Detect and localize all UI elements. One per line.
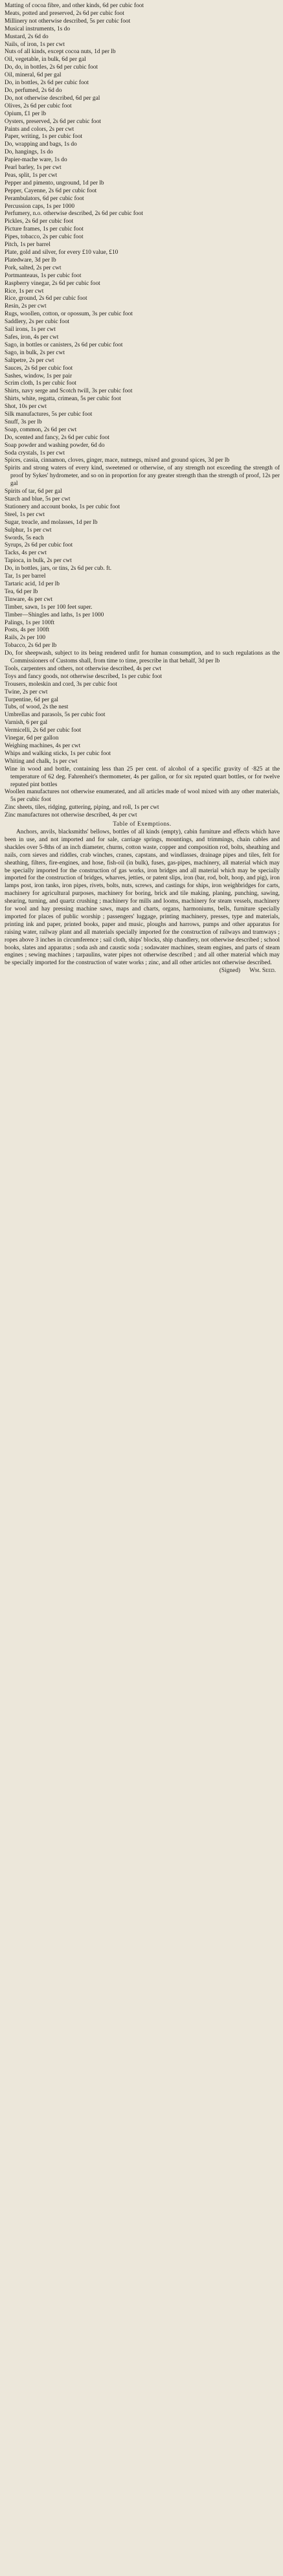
rate-entry: Tools, carpenters and others, not otherwise described, 4s per cwt xyxy=(5,665,161,672)
signature-label: (Signed) xyxy=(219,967,241,975)
rate-entry: Tubs, of wood, 2s the nest xyxy=(5,704,69,711)
rate-entry: Paints and colors, 2s per cwt xyxy=(5,126,74,133)
rate-entry: Tobacco, 2s 6d per lb xyxy=(5,642,57,650)
rate-entry: Nails, of iron, 1s per cwt xyxy=(5,41,65,48)
rate-entry: Tar, 1s per barrel xyxy=(5,573,46,580)
rate-entry: Spices, cassia, cinnamon, cloves, ginger, mace, nutmegs, mixed and ground spices, 3d per lb xyxy=(5,457,230,464)
rate-entry: Raspberry vinegar, 2s 6d per cubic foot xyxy=(5,280,100,287)
rate-entry: Mustard, 2s 6d do xyxy=(5,33,49,40)
rate-entry: Weighing machines, 4s per cwt xyxy=(5,743,81,749)
rate-entry: Paper, writing, 1s per cubic foot xyxy=(5,133,83,141)
rate-entry: Whiting and chalk, 1s per cwt xyxy=(5,758,78,765)
rate-entry: Palings, 1s per 100ft xyxy=(5,619,55,626)
rate-entry: Saddlery, 2s per cubic foot xyxy=(5,319,70,326)
rate-entry: Stationery and account books, 1s per cubic foot xyxy=(5,503,120,510)
rate-entry: Perambulators, 6d per cubic foot xyxy=(5,195,84,202)
rate-entry: Sugar, treacle, and molasses, 1d per lb xyxy=(5,519,98,526)
rate-entry: Do, scented and fancy, 2s 6d per cubic foot xyxy=(5,434,109,441)
rate-entry: Do, in bottles, 2s 6d per cubic foot xyxy=(5,80,89,87)
rate-entry: Olives, 2s 6d per cubic foot xyxy=(5,102,72,109)
rate-entry: Peas, split, 1s per cwt xyxy=(5,172,58,179)
exemptions-text: Anchors, anvils, blacksmiths' bellows, bottles of all kinds (empty), cabin furniture and effects which have been in use, and not imported and for sale, carriage springs, mountings, and trimmings, chain cables and shackles over 5-8ths of an inch diameter, churns, cotton waste, copper and composition rod, bolts, sheathing and nails, corn sieves and riddles, crab winches, cranes, capstans, and windlasses, drainage pipes and tiles, felt for sheathing, filters, fire-engines, and hose, fish-oil (in bulk), fuses, gas-pipes, machinery, all material which may be specially imported for the construction of gas works, iron bridges and all material which may be specially imported for the construction of bridges, wharves, jetties, or patent slips, iron (bar, rod, bolt, hoop, and pig), iron lamps post, iron tanks, iron pipes, rivets, bolts, nuts, screws, and castings for ships, iron weighbridges for carts, machinery for agricultural purposes, machinery for boring, brick and tile making, planing, punching, sawing, shearing, turning, and quartz crushing ; machinery for mills and looms, machinery for steam vessels, machinery for wool and hay pressing machine saws, maps and charts, organs, harmoniums, bells, furniture specially imported for places of public worship ; passengers' luggage, printing machinery, presses, type and materials, printing ink and paper, printed books, paper and music, ploughs and harrows, pumps and other apparatus for raising water, railway plant and all materials specially imported for the construction of railways and tramways ; ropes above 3 inches in circumference ; sail cloth, ships' blocks, ship chandlery, not otherwise described ; school books, slates and apparatus ; soda ash and caustic soda ; sodawater machines, steam engines, and parts of steam engines ; sewing machines ; tarpaulins, water pipes not otherwise described ; and all other material which may be specially imported for the construction of water works ; zinc, and all other articles not otherwise described. xyxy=(5,828,280,967)
rate-entry: Do, perfumed, 2s 6d do xyxy=(5,87,62,94)
rate-entry: Soda crystals, 1s per cwt xyxy=(5,449,65,457)
rate-entry: Resin, 2s per cwt xyxy=(5,303,47,310)
rate-entry: Do, in bottles, jars, or tins, 2s 6d per cub. ft. xyxy=(5,565,112,572)
rate-entry: Soap powder and washing powder, 6d do xyxy=(5,442,105,449)
rate-entry: Trousers, moleskin and cord, 3s per cubic foot xyxy=(5,681,117,688)
rate-entry: Sulphur, 1s per cwt xyxy=(5,526,52,534)
rate-entry: Spirits and strong waters of every kind, sweetened or otherwise, of any strength not exceeding the strength of proof by Sykes' hydrometer, and so on in proportion for any greater strength than the strength of proof, 12s per gal xyxy=(5,465,280,488)
rate-entry: Do, hangings, 1s do xyxy=(5,149,53,156)
rate-entry: Do, do, in bottles, 2s 6d per cubic foot xyxy=(5,64,98,71)
rate-entry: Matting of cocoa fibre, and other kinds, 6d per cubic foot xyxy=(5,3,144,9)
rate-entry: Sashes, window, 1s per pair xyxy=(5,372,73,379)
rate-entry: Varnish, 6 per gal xyxy=(5,719,48,727)
rate-entry: Spirits of tar, 6d per gal xyxy=(5,488,62,495)
rate-entry: Rails, 2s per 100 xyxy=(5,635,46,642)
rate-entry: Sauces, 2s 6d per cubic foot xyxy=(5,365,73,372)
rate-entry: Syrups, 2s 6d per cubic foot xyxy=(5,542,73,549)
rate-entry: Twine, 2s per cwt xyxy=(5,688,48,695)
rate-entry: Safes, iron, 4s per cwt xyxy=(5,333,59,341)
rate-entry: Vermicelli, 2s 6d per cubic foot xyxy=(5,727,82,734)
rate-entry: Turpentine, 6d per gal xyxy=(5,696,58,703)
rate-entry: Pickles, 2s 6d per cubic foot xyxy=(5,218,74,225)
exemptions-heading: Table of Exemptions. xyxy=(113,821,172,828)
rate-entry: Papier-mache ware, 1s do xyxy=(5,157,67,164)
rate-entry: Platedware, 3d per lb xyxy=(5,256,56,264)
rate-entry: Tartaric acid, 1d per lb xyxy=(5,580,60,587)
rate-entry: Woollen manufactures not otherwise enumerated, and all articles made of wool mixed with any other materials, 5s per cubic foot xyxy=(5,789,280,804)
rate-entry: Timber—Shingles and laths, 1s per 1000 xyxy=(5,611,104,618)
rate-entry: Do, for sheepwash, subject to its being rendered unfit for human consumption, and to such regulations as the Commissioners of Customs shall, from time to time, prescribe in that behalf, 3d per lb xyxy=(5,650,280,665)
rate-entry: Sago, in bottles or canisters, 2s 6d per cubic foot xyxy=(5,341,123,348)
rate-entry: Whips and walking sticks, 1s per cubic foot xyxy=(5,750,111,757)
rate-entry: Steel, 1s per cwt xyxy=(5,511,45,518)
rate-entry: Oysters, preserved, 2s 6d per cubic foot xyxy=(5,118,101,125)
rate-entry: Timber, sawn, 1s per 100 feet super. xyxy=(5,604,93,611)
rate-entry: Rice, 1s per cwt xyxy=(5,288,44,295)
rate-entry: Picture frames, 1s per cubic foot xyxy=(5,226,84,233)
rate-entry: Do, not otherwise described, 6d per gal xyxy=(5,95,100,102)
rate-entry: Soap, common, 2s 6d per cwt xyxy=(5,426,77,433)
rates-list xyxy=(5,3,280,820)
rate-entry: Snuff, 3s per lb xyxy=(5,418,42,425)
rate-entry: Wine in wood and bottle, containing less than 25 per cent. of alcohol of a specific gravity of ·825 at the temperature of 62 deg. Fahrenheit's thermometer, 4s per gallon, or for six reputed quart bottles, or for twelve reputed pint bottles xyxy=(5,765,280,788)
rate-entry: Rugs, woollen, cotton, or opossum, 3s per cubic foot xyxy=(5,311,133,318)
rate-entry: Starch and blue, 5s per cwt xyxy=(5,496,71,503)
rate-entry: Scrim cloth, 1s per cubic foot xyxy=(5,380,76,387)
rate-entry: Perfumery, n.o. otherwise described, 2s 6d per cubic foot xyxy=(5,210,143,218)
rate-entry: Saltpetre, 2s per cwt xyxy=(5,357,54,364)
rate-entry: Opium, £1 per lb xyxy=(5,110,47,117)
rate-entry: Umbrellas and parasols, 5s per cubic foot xyxy=(5,712,106,719)
signature-line xyxy=(5,967,280,975)
rate-entry: Silk manufactures, 5s per cubic foot xyxy=(5,411,93,418)
rate-entry: Shot, 10s per cwt xyxy=(5,403,47,411)
rate-entry: Swords, 5s each xyxy=(5,534,44,541)
rate-entry: Plate, gold and silver, for every £10 value, £10 xyxy=(5,249,119,256)
rate-entry: Millinery not otherwise described, 5s per cubic foot xyxy=(5,17,131,25)
rate-entry: Pepper, Cayenne, 2s 6d per cubic foot xyxy=(5,187,97,194)
rate-entry: Percussion caps, 1s per 1000 xyxy=(5,203,75,210)
rate-entry: Rice, ground, 2s 6d per cubic foot xyxy=(5,295,87,302)
rate-entry: Oil, vegetable, in bulk, 6d per gal xyxy=(5,56,86,63)
rate-entry: Pearl barley, 1s per cwt xyxy=(5,164,62,172)
rate-entry: Do, wrapping and bags, 1s do xyxy=(5,141,77,148)
rate-entry: Tapioca, in bulk, 2s per cwt xyxy=(5,558,72,565)
rate-entry: Pork, salted, 2s per cwt xyxy=(5,264,62,271)
rate-entry: Shirts, white, regatta, crimean, 5s per cubic foot xyxy=(5,396,121,403)
rate-entry: Zinc sheets, tiles, ridging, guttering, piping, and roll, 1s per cwt xyxy=(5,804,159,811)
rate-entry: Portmanteaus, 1s per cubic foot xyxy=(5,272,82,279)
rate-entry: Tea, 6d per lb xyxy=(5,588,38,595)
rate-entry: Zinc manufactures not otherwise described, 4s per cwt xyxy=(5,812,137,819)
rate-entry: Posts, 4s per 100ft xyxy=(5,627,50,634)
rate-entry: Shirts, navy serge and Scotch twill, 3s per cubic foot xyxy=(5,388,133,395)
rate-entry: Musical instruments, 1s do xyxy=(5,25,71,32)
rate-entry: Pipes, tobacco, 2s per cubic foot xyxy=(5,234,84,241)
rate-entry: Pitch, 1s per barrel xyxy=(5,242,51,249)
rate-entry: Tinware, 4s per cwt xyxy=(5,596,53,603)
rate-entry: Pepper and pimento, unground, 1d per lb xyxy=(5,179,104,186)
rate-entry: Oil, mineral, 6d per gal xyxy=(5,72,62,79)
rate-entry: Nuts of all kinds, except cocoa nuts, 1d per lb xyxy=(5,49,116,56)
rate-entry: Vinegar, 6d per gallon xyxy=(5,735,59,742)
rate-entry: Tacks, 4s per cwt xyxy=(5,550,47,557)
rate-entry: Sago, in bulk, 2s per cwt xyxy=(5,349,65,356)
rate-entry: Meats, potted and preserved, 2s 6d per cubic foot xyxy=(5,10,124,17)
rate-entry: Toys and fancy goods, not otherwise described, 1s per cubic foot xyxy=(5,673,163,680)
signature-name: Wm. Seed. xyxy=(249,967,276,975)
rate-entry: Sail irons, 1s per cwt xyxy=(5,326,56,333)
